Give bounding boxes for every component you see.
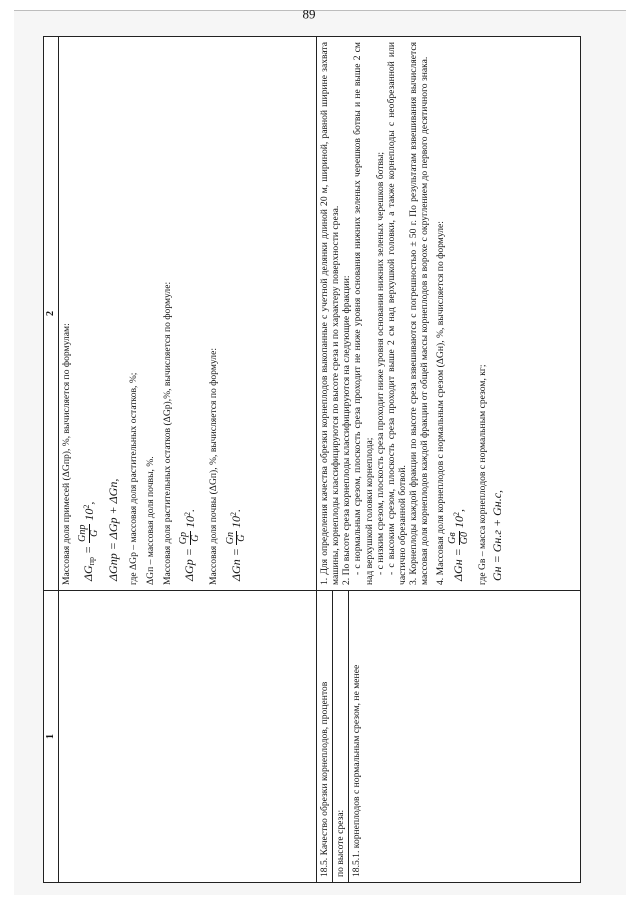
fraction-denominator: G [189,534,201,542]
formula-lhs: ΔGн = [451,548,466,581]
header-col2: 2 [44,37,59,591]
fraction-numerator: Gп [224,531,236,545]
scan-edge [14,10,626,11]
formula-factor: 10 [81,508,96,521]
formula-sum: ΔGпр = ΔGр + ΔGп, [106,478,121,581]
item-18-5-1: 18.5.1. корнеплодов с нормальным срезом, не менее [351,664,363,877]
where-plants: где ΔGр – массовая доля растительных остатков, %; [128,372,140,585]
item-18-5: 18.5. Качество обрезки корнеплодов, процентов [317,591,333,882]
formula-lhs: ΔG [80,565,95,581]
formula-normal-cut: ΔGн = Gв G0 $10^2$, [447,509,470,581]
page-number: 89 [302,6,316,22]
cell-indicator [317,591,581,883]
where-soil: ΔGп – массовая доля почвы, %. [145,456,157,585]
formula-sub: пр [86,557,96,566]
formula-impurities: $\Delta G_{пр}$ = Gпр G $10^2$, [77,501,100,581]
fraction-denominator: G [88,529,100,537]
fraction-numerator: Gв [447,532,459,544]
cell-method [317,37,581,591]
formula-exponent: 2 [81,504,91,509]
formula-exponent: 2 [451,512,461,516]
impurities-text: Массовая доля примесей (ΔGпр), %, вычисляется по формулам: [61,323,72,585]
formula-lhs: ΔGп = [228,548,243,581]
method-p2-normal: - с нормальным срезом, плоскость среза проходит не ниже уровня основания нижних зеленых черешков ботвы и не выше 2 см над верхушкой головки корнеплода; [352,42,375,585]
method-p1: 1. Для определения качества обрезки корнеплодов выкопанные с учетной делянки длиной 20 м, шириной, равной ширине захвата машины, корнеплоды классифицируются по высоте среза и по характеру поверхности среза. [319,42,342,585]
header-row [44,37,59,883]
formula-factor: 10 [182,515,197,528]
formula-factor: 10 [451,516,466,528]
formula-factor: 10 [229,515,244,528]
fraction [179,531,201,545]
fraction [226,531,248,545]
fraction-numerator: Gр [178,531,190,545]
where-mass: где Gв – масса корнеплодов с нормальным срезом, кг; [477,364,489,585]
rotated-page [43,6,581,883]
formula-lhs: ΔGр = [182,548,197,581]
soil-text: Массовая доля почвы (ΔGп), %, вычисляется по формуле: [208,348,220,585]
table-row-impurities [59,37,317,883]
fraction [448,531,470,545]
table-row-cut-quality [317,37,581,883]
formula-normal-sum: Gн = Gн.г + Gн.с, [489,489,504,581]
method-p3: 3. Корнеплоды каждой фракции по высоте среза взвешиваются с погрешностью ± 50 г. По результатам взвешивания вычисляется массовая доля корнеплодов каждой фракции от общей массы корнеплодов в ворохе с округлением до первого десятичного знака. [408,42,431,585]
method-p2-head: 2. По высоте среза корнеплоды классифицируются на следующие фракции: [341,275,353,585]
formula-exponent: 2 [229,511,239,516]
formula-soil: ΔGп = Gп G $10^2$. [224,508,248,581]
requirements-table [43,36,581,883]
plants-text: Массовая доля растительных остатков (ΔGр),%, вычисляется по формуле: [162,281,174,585]
formula-exponent: 2 [182,511,192,516]
fraction-denominator: G0 [458,532,470,545]
fraction-numerator: Gпр [77,524,89,542]
header-col1: 1 [44,591,59,883]
cell-empty [59,591,317,883]
method-p2-low: - с низким срезом, плоскость среза проходит ниже уровня основания нижних зеленых черешков ботвы; [374,151,386,575]
fraction-denominator: G [236,534,248,542]
fraction [78,524,100,543]
method-p2-high: - с высоким срезом, плоскость среза проходит выше 2 см над верхушкой головки, а также корнеплоды с необрезанной или частично обрезанной ботвой. [385,42,408,585]
by-height-label: по высоте среза: [333,591,349,882]
formula-plants: ΔGр = Gр G $10^2$. [178,508,201,581]
cell-impurities-formulas [59,37,317,591]
method-p4: 4. Массовая доля корнеплодов с нормальным срезом (ΔGн), %, вычисляется по формуле: [435,221,447,585]
